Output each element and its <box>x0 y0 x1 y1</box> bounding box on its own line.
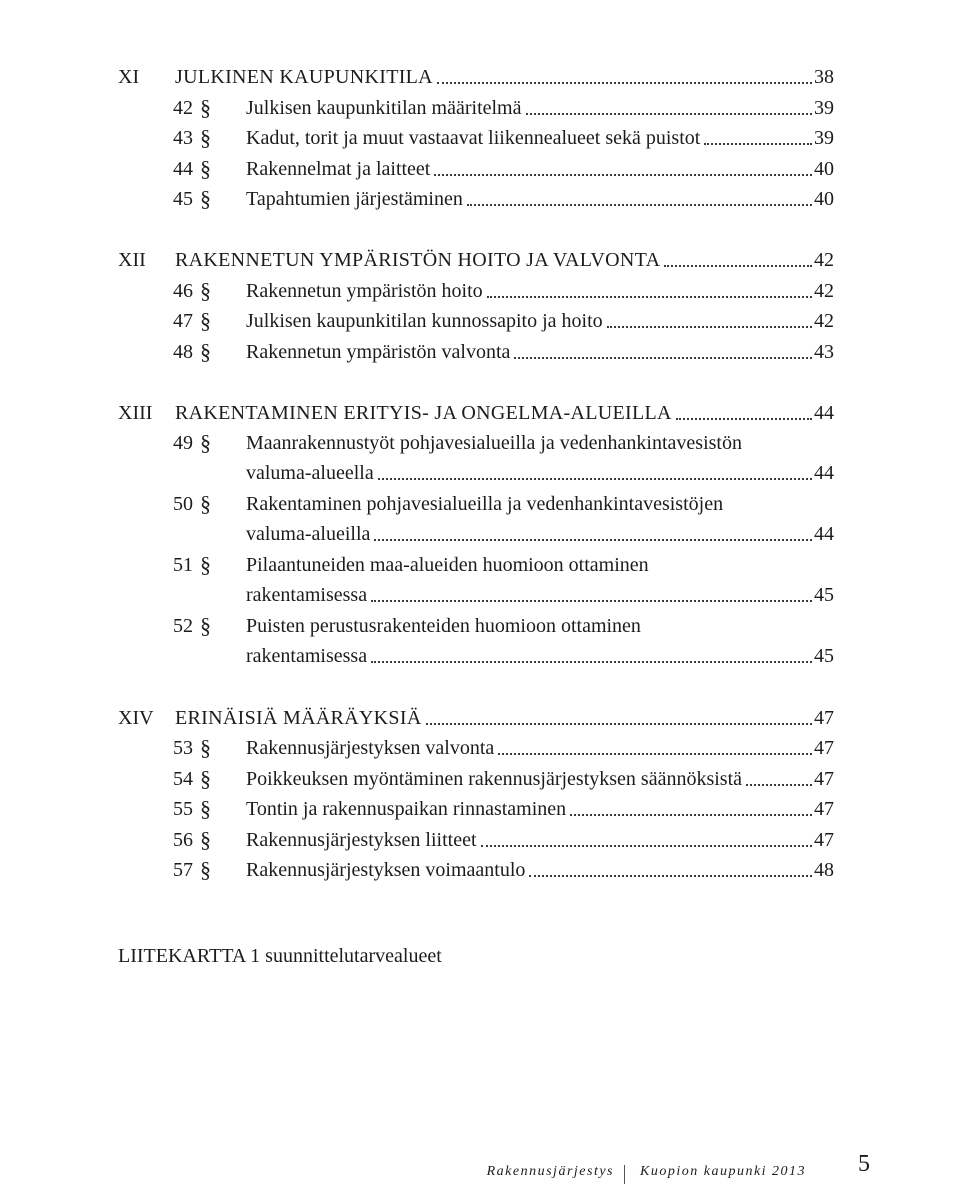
toc-paragraph-title: Rakennelmat ja laitteet <box>246 158 431 180</box>
leader-dots <box>437 82 812 84</box>
paragraph-sign: § <box>200 857 211 882</box>
paragraph-sign: § <box>200 827 211 852</box>
toc-page-number: 45 <box>814 645 834 667</box>
footer-document-title: Rakennusjärjestys <box>486 1164 614 1179</box>
paragraph-sign: § <box>200 339 211 364</box>
paragraph-sign: § <box>200 491 211 516</box>
toc-section-row <box>0 398 960 428</box>
leader-dots <box>434 174 812 176</box>
toc-paragraph-number: 50 <box>173 493 193 515</box>
toc-paragraph-row <box>0 154 960 184</box>
toc-paragraph-row <box>0 611 960 641</box>
toc-paragraph-number: 45 <box>173 188 193 210</box>
toc-paragraph-number: 53 <box>173 737 193 759</box>
leader-dots <box>570 814 812 816</box>
toc-page-number: 45 <box>814 584 834 606</box>
footer-page-number: 5 <box>858 1151 870 1177</box>
toc-paragraph-title-continued: valuma-alueilla <box>246 523 371 545</box>
footer-city-year: Kuopion kaupunki 2013 <box>640 1164 807 1179</box>
leader-dots <box>746 784 812 786</box>
toc-paragraph-row <box>0 276 960 306</box>
toc-paragraph-title: Rakennusjärjestyksen voimaantulo <box>246 859 526 881</box>
toc-page-number: 38 <box>814 66 834 88</box>
leader-dots <box>426 723 812 725</box>
leader-dots <box>374 539 812 541</box>
toc-section-title: ERINÄISIÄ MÄÄRÄYKSIÄ <box>175 707 422 729</box>
toc-page-number: 39 <box>814 127 834 149</box>
toc-paragraph-number: 48 <box>173 341 193 363</box>
toc-page-number: 43 <box>814 341 834 363</box>
toc-page-number: 39 <box>814 97 834 119</box>
toc-paragraph-number: 54 <box>173 768 193 790</box>
toc-paragraph-row-continued <box>0 458 960 488</box>
paragraph-sign: § <box>200 796 211 821</box>
toc-section-title: JULKINEN KAUPUNKITILA <box>175 66 433 88</box>
toc-paragraph-title: Tontin ja rakennuspaikan rinnastaminen <box>246 798 567 820</box>
toc-paragraph-row-continued <box>0 519 960 549</box>
toc-paragraph-title-continued: rakentamisessa <box>246 584 368 606</box>
toc-paragraph-title-continued: rakentamisessa <box>246 645 368 667</box>
toc-paragraph-title: Rakennetun ympäristön hoito <box>246 280 483 302</box>
toc-paragraph-row <box>0 489 960 519</box>
toc-paragraph-number: 49 <box>173 432 193 454</box>
toc-paragraph-number: 56 <box>173 829 193 851</box>
toc-paragraph-row <box>0 550 960 580</box>
toc-paragraph-row <box>0 794 960 824</box>
leader-dots <box>481 845 812 847</box>
toc-section-number: XI <box>118 66 140 88</box>
paragraph-sign: § <box>200 430 211 455</box>
toc-paragraph-title: Poikkeuksen myöntäminen rakennusjärjestyksen säännöksistä <box>246 768 743 790</box>
appendix-entry: LIITEKARTTA 1 suunnittelutarvealueet <box>118 945 442 967</box>
toc-section-title: RAKENTAMINEN ERITYIS- JA ONGELMA-ALUEILLA <box>175 402 672 424</box>
toc-paragraph-row <box>0 825 960 855</box>
toc-paragraph-title: Rakennusjärjestyksen valvonta <box>246 737 495 759</box>
toc-page-number: 44 <box>814 402 834 424</box>
toc-section-title: RAKENNETUN YMPÄRISTÖN HOITO JA VALVONTA <box>175 249 661 271</box>
toc-page-number: 44 <box>814 523 834 545</box>
toc-paragraph-number: 42 <box>173 97 193 119</box>
toc-paragraph-title: Julkisen kaupunkitilan määritelmä <box>246 97 522 119</box>
toc-paragraph-number: 44 <box>173 158 193 180</box>
leader-dots <box>664 265 812 267</box>
toc-paragraph-row <box>0 855 960 885</box>
toc-page-number: 47 <box>814 768 834 790</box>
toc-section-row <box>0 245 960 275</box>
paragraph-sign: § <box>200 766 211 791</box>
leader-dots <box>704 143 812 145</box>
toc-page-number: 47 <box>814 707 834 729</box>
leader-dots <box>371 600 812 602</box>
toc-paragraph-title: Maanrakennustyöt pohjavesialueilla ja vedenhankintavesistön <box>246 432 742 454</box>
toc-paragraph-row <box>0 764 960 794</box>
toc-paragraph-row <box>0 93 960 123</box>
toc-paragraph-row <box>0 306 960 336</box>
toc-section-row <box>0 703 960 733</box>
toc-paragraph-title: Tapahtumien järjestäminen <box>246 188 463 210</box>
leader-dots <box>514 357 812 359</box>
paragraph-sign: § <box>200 186 211 211</box>
toc-paragraph-title: Pilaantuneiden maa-alueiden huomioon ottaminen <box>246 554 649 576</box>
paragraph-sign: § <box>200 156 211 181</box>
toc-paragraph-row <box>0 733 960 763</box>
page-footer <box>0 1151 960 1186</box>
toc-paragraph-title: Rakennetun ympäristön valvonta <box>246 341 511 363</box>
toc-section-number: XIII <box>118 402 153 424</box>
toc-page-number: 40 <box>814 158 834 180</box>
toc-paragraph-title: Julkisen kaupunkitilan kunnossapito ja hoito <box>246 310 603 332</box>
toc-paragraph-number: 46 <box>173 280 193 302</box>
leader-dots <box>487 296 812 298</box>
leader-dots <box>526 113 812 115</box>
toc-paragraph-row <box>0 337 960 367</box>
toc-paragraph-row-continued <box>0 641 960 671</box>
toc-paragraph-number: 52 <box>173 615 193 637</box>
paragraph-sign: § <box>200 735 211 760</box>
toc-paragraph-title: Puisten perustusrakenteiden huomioon ottaminen <box>246 615 641 637</box>
toc-page-number: 42 <box>814 310 834 332</box>
leader-dots <box>467 204 812 206</box>
toc-page-number: 47 <box>814 798 834 820</box>
paragraph-sign: § <box>200 308 211 333</box>
leader-dots <box>676 418 812 420</box>
toc-page-number: 40 <box>814 188 834 210</box>
leader-dots <box>607 326 812 328</box>
leader-dots <box>371 661 812 663</box>
paragraph-sign: § <box>200 613 211 638</box>
toc-paragraph-row-continued <box>0 580 960 610</box>
toc-paragraph-title: Kadut, torit ja muut vastaavat liikennealueet sekä puistot <box>246 127 701 149</box>
toc-page-number: 42 <box>814 249 834 271</box>
toc-page-number: 44 <box>814 462 834 484</box>
leader-dots <box>498 753 812 755</box>
toc-page-number: 42 <box>814 280 834 302</box>
toc-paragraph-title-continued: valuma-alueella <box>246 462 374 484</box>
toc-paragraph-title: Rakennusjärjestyksen liitteet <box>246 829 477 851</box>
toc-page-number: 47 <box>814 829 834 851</box>
leader-dots <box>529 875 812 877</box>
toc-paragraph-number: 43 <box>173 127 193 149</box>
toc-paragraph-row <box>0 123 960 153</box>
paragraph-sign: § <box>200 125 211 150</box>
toc-page-number: 47 <box>814 737 834 759</box>
toc-paragraph-row <box>0 184 960 214</box>
toc-paragraph-number: 51 <box>173 554 193 576</box>
toc-paragraph-number: 57 <box>173 859 193 881</box>
toc-section-number: XIV <box>118 707 154 729</box>
toc-section-number: XII <box>118 249 146 271</box>
toc-paragraph-number: 47 <box>173 310 193 332</box>
paragraph-sign: § <box>200 278 211 303</box>
paragraph-sign: § <box>200 552 211 577</box>
toc-section-row <box>0 62 960 92</box>
leader-dots <box>378 478 812 480</box>
toc-paragraph-title: Rakentaminen pohjavesialueilla ja vedenhankintavesistöjen <box>246 493 724 515</box>
toc-paragraph-row <box>0 428 960 458</box>
paragraph-sign: § <box>200 95 211 120</box>
toc-page-number: 48 <box>814 859 834 881</box>
toc-paragraph-number: 55 <box>173 798 193 820</box>
footer-divider <box>624 1165 625 1184</box>
